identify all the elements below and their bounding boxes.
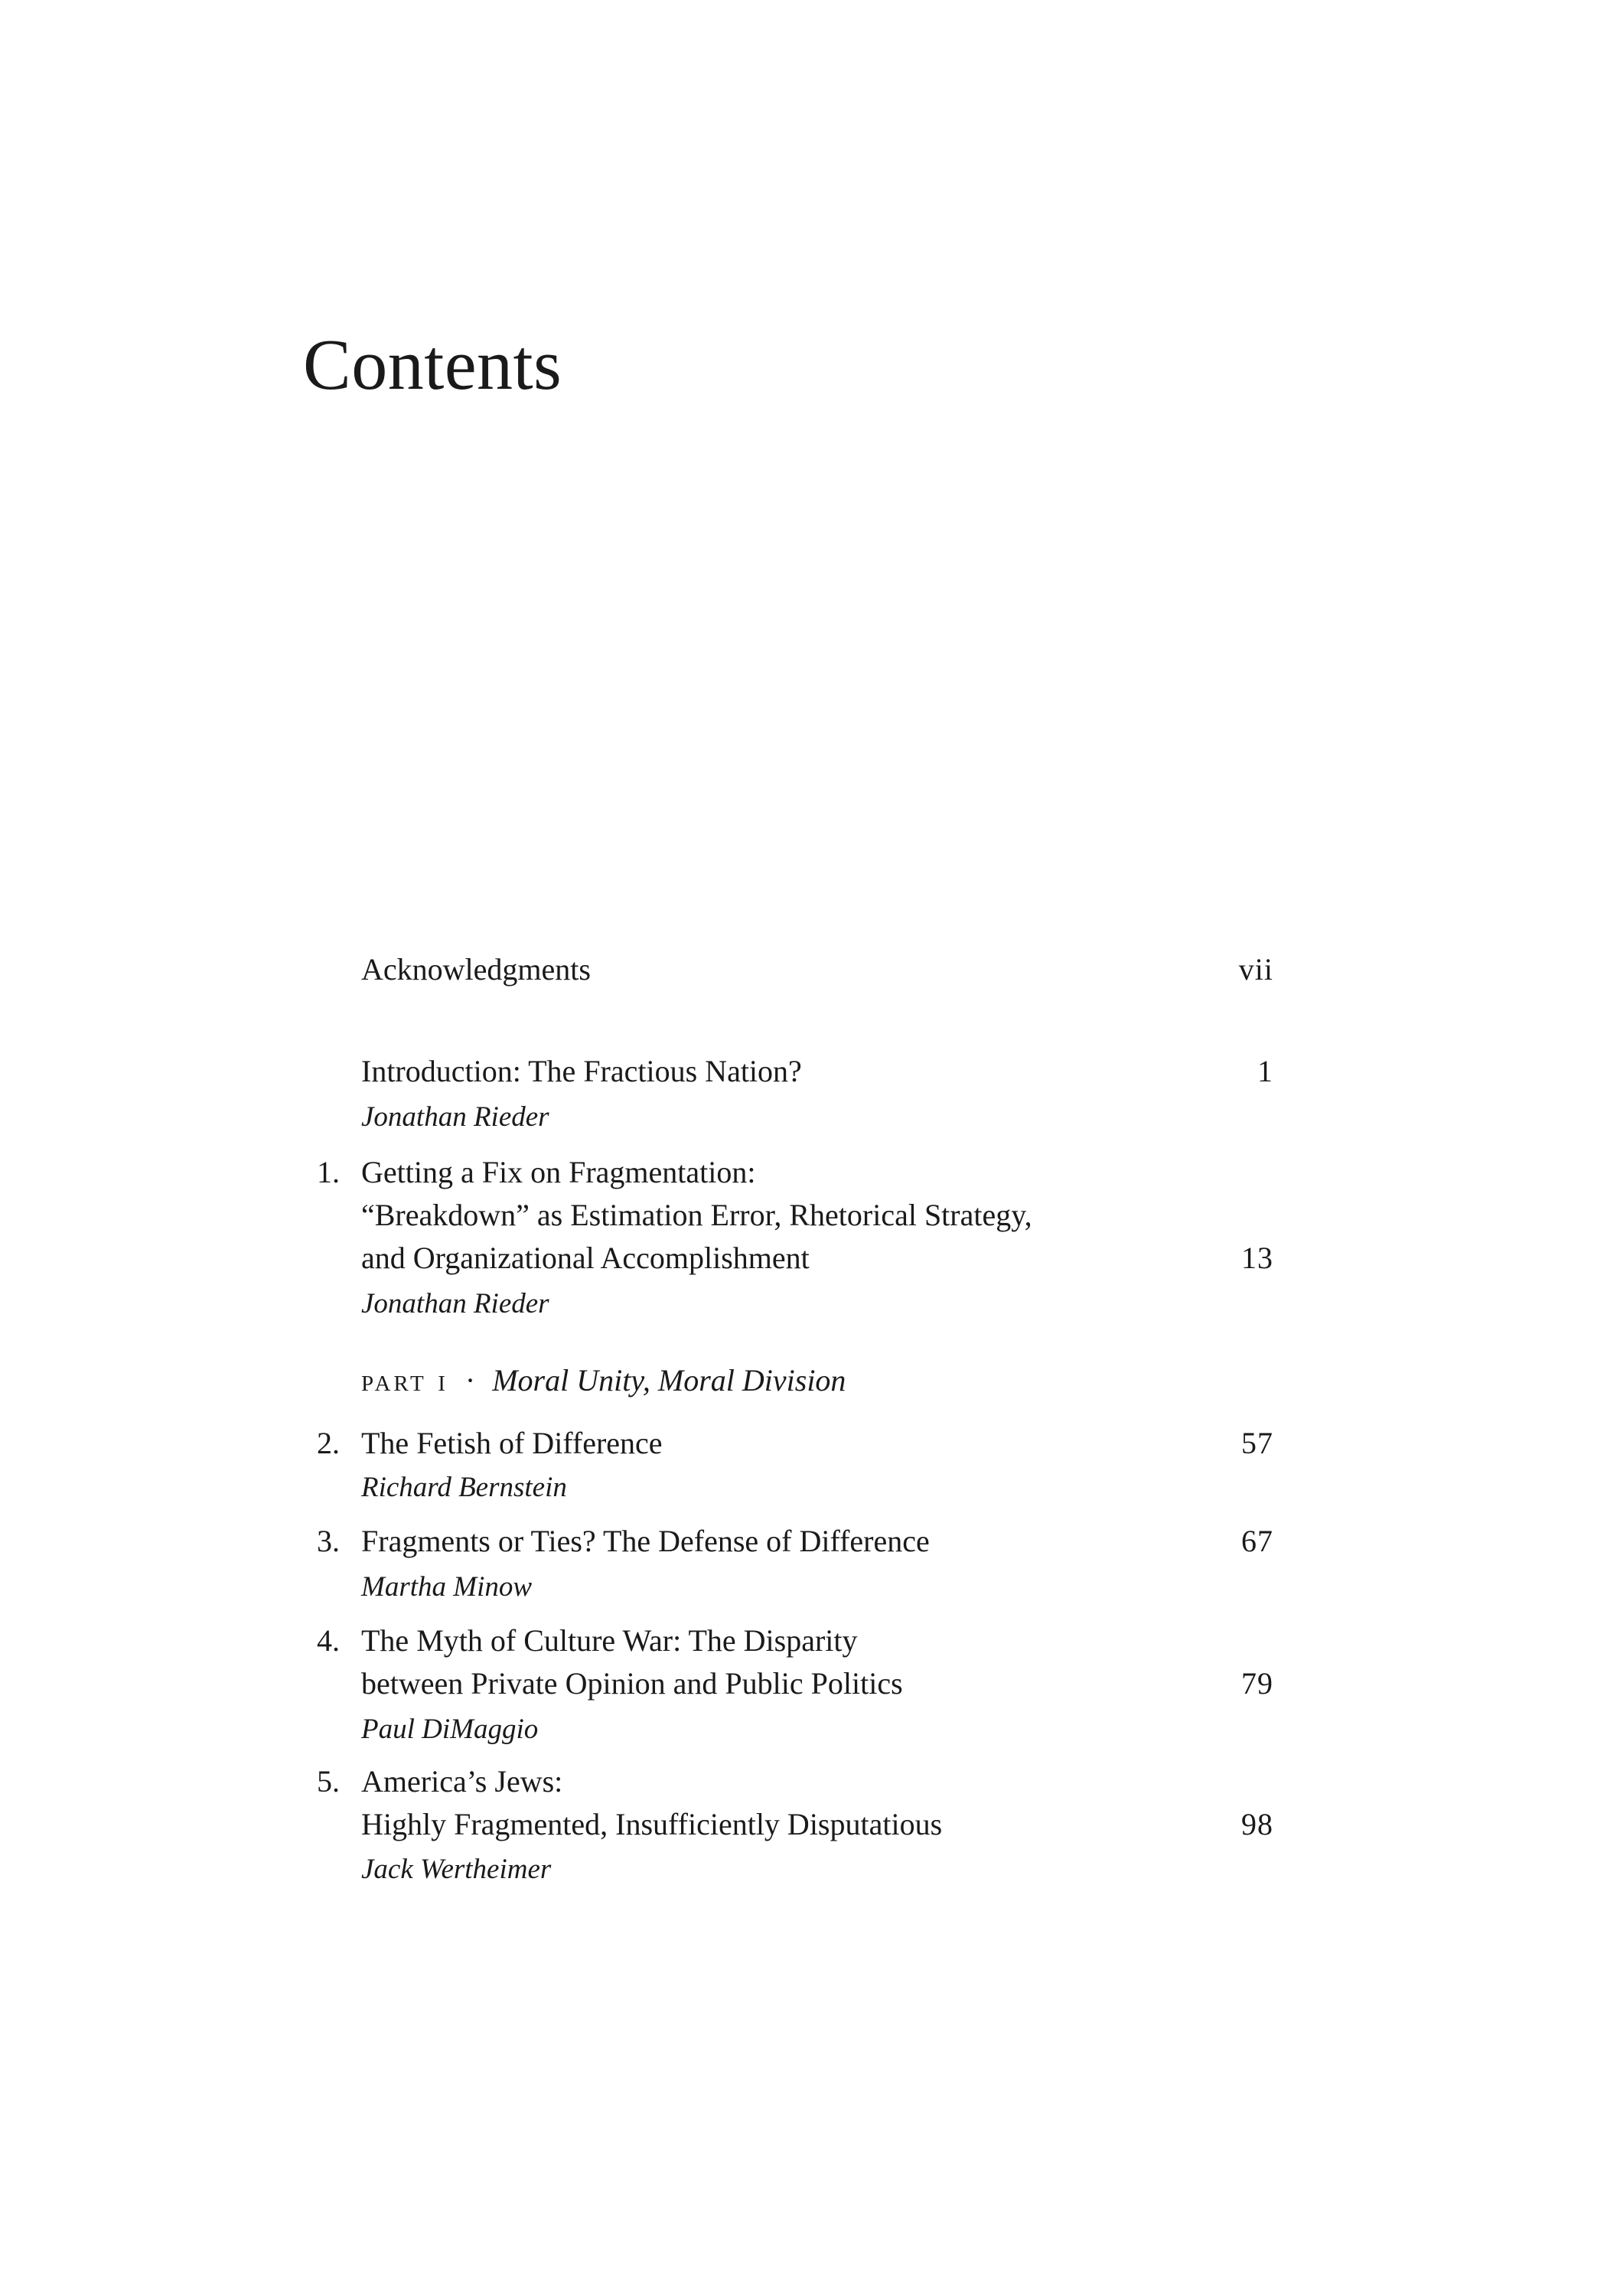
part-label: part i — [361, 1363, 448, 1398]
entry-title-line: Highly Fragmented, Insufficiently Disputatious — [361, 1807, 943, 1841]
entry-title-line: between Private Opinion and Public Politics — [361, 1666, 903, 1701]
page-number: 13 — [1241, 1241, 1273, 1275]
part-heading — [361, 1365, 846, 1397]
chapter-number: 4. — [317, 1623, 340, 1658]
entry-author: Richard Bernstein — [361, 1472, 567, 1503]
entry-title-line: The Fetish of Difference — [361, 1426, 663, 1460]
page-number: 79 — [1241, 1666, 1273, 1701]
entry-title: Acknowledgments — [361, 952, 591, 987]
entry-title-line: Fragments or Ties? The Defense of Difference — [361, 1524, 930, 1558]
chapter-number: 1. — [317, 1155, 340, 1189]
chapter-number: 3. — [317, 1524, 340, 1558]
entry-author: Jonathan Rieder — [361, 1288, 549, 1319]
page-number: 98 — [1241, 1807, 1273, 1841]
page-number: 57 — [1241, 1426, 1273, 1460]
entry-title-line: The Myth of Culture War: The Disparity — [361, 1623, 858, 1658]
entry-title: Introduction: The Fractious Nation? — [361, 1054, 802, 1088]
entry-title-line: Getting a Fix on Fragmentation: — [361, 1155, 756, 1189]
page-number: 1 — [1257, 1054, 1273, 1088]
entry-author: Paul DiMaggio — [361, 1714, 539, 1745]
chapter-number: 2. — [317, 1426, 340, 1460]
page-number: vii — [1238, 952, 1273, 987]
entry-author: Jonathan Rieder — [361, 1101, 549, 1133]
entry-title-line: America’s Jews: — [361, 1764, 563, 1799]
part-separator: · — [464, 1363, 476, 1397]
part-title: Moral Unity, Moral Division — [492, 1363, 846, 1397]
entry-title-line: “Breakdown” as Estimation Error, Rhetorical Strategy, — [361, 1198, 1032, 1232]
entry-author: Jack Wertheimer — [361, 1854, 552, 1885]
entry-author: Martha Minow — [361, 1571, 533, 1603]
page-title: Contents — [303, 325, 562, 405]
chapter-number: 5. — [317, 1764, 340, 1799]
entry-title-line: and Organizational Accomplishment — [361, 1241, 810, 1275]
page-number: 67 — [1241, 1524, 1273, 1558]
